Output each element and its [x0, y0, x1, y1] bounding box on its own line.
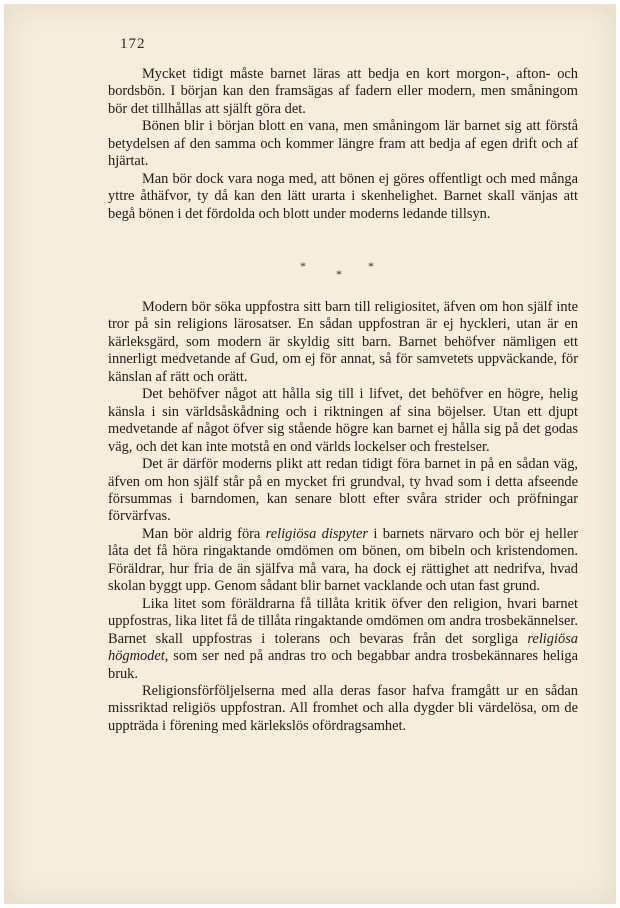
paragraph	[108, 386, 578, 456]
paragraph	[108, 683, 578, 735]
asterisk: *	[336, 267, 342, 281]
text-run: Modern bör söka uppfostra sitt barn till religiositet, äfven om hon själf inte tror på sin religions lärosatser. En sådan uppfostran är ej hyckleri, utan är en kärleksgärd, som modern är skyldig sitt barn. Barnet behöfver nämligen ett innerligt medvetande af Gud, om ej för annat, så för samvetets uppväckande, för känslan af rätt och orätt.	[108, 299, 578, 385]
text-run: Mycket tidigt måste barnet läras att bedja en kort morgon-, afton- och bordsbön. I början kan den framsägas af fadern eller modern, men småningom bör det tillhållas att själft göra det.	[108, 66, 578, 117]
paragraph	[108, 171, 578, 223]
book-page	[4, 4, 616, 904]
text-section-prayer	[108, 66, 578, 223]
text-run: Det behöfver något att hålla sig till i lifvet, det behöfver en högre, helig känsla i sin världsåskådning och i riktningen af sina böjelser. Utan ett djupt medvetande af något öfver sig stående högre kan barnet ej hålla sig på det godas väg, och det kan inte motstå en ond världs lockelser och frestelser.	[108, 386, 578, 455]
asterisk: *	[300, 259, 306, 273]
section-separator	[4, 257, 616, 287]
text-section-religion	[108, 299, 578, 735]
asterisk: *	[368, 259, 374, 273]
page-number: 172	[120, 36, 146, 52]
text-run: Man bör aldrig föra	[142, 525, 266, 542]
text-run: i barnets närvaro och bör ej heller låta det få höra ringaktande omdömen om bönen, om bibeln och kristendomen. Föräldrar, hur fria de än själfva må vara, ha dock ej rättighet att nedrifva, hvad skolan byggt upp. Genom sådant blir barnet vacklande och utan fast grund.	[108, 525, 579, 595]
italic-text-run: religiösa dispyter	[265, 525, 369, 542]
text-run: som ser ned på andras tro och begabbar andra trosbekännares heliga bruk.	[108, 648, 578, 682]
paragraph	[108, 66, 578, 118]
text-run: Lika litet som föräldrarna få tillåta kritik öfver den religion, hvari barnet uppfostras, lika litet få de tillåta ringaktande omdömen om andra trosbekännelser. Barnet skall uppfostras i tolerans och bevaras från det sorgliga	[108, 595, 578, 647]
text-run: Religionsförföljelserna med alla deras fasor hafva framgått ur en sådan missriktad religiös uppfostran. All fromhet och alla dygder bli värdelösa, om de uppträda i förening med kärlekslös ofördragsamhet.	[108, 682, 578, 734]
paragraph	[108, 596, 578, 683]
paragraph	[108, 299, 578, 386]
italic-text-run: religiösa högmodet,	[108, 630, 578, 665]
paragraph	[108, 456, 578, 526]
text-run: Bönen blir i början blott en vana, men småningom lär barnet sig att förstå betydelsen af den samma och kommer längre fram att bedja af egen drift och af hjärtat.	[108, 118, 578, 170]
paragraph	[108, 118, 578, 170]
paragraph	[108, 526, 578, 596]
text-run: Man bör dock vara noga med, att bönen ej göres offentligt och med många yttre åthäfvor, ty då kan den lätt urarta i skenhelighet. Barnet skall vänjas att begå bönen i det fördolda och blott under moderns ledande tillsyn.	[108, 170, 578, 222]
text-run: Det är därför moderns plikt att redan tidigt föra barnet in på en sådan väg, äfven om hon själf står på en mycket fri grundval, ty hvad som i detta afseende försummas i barndomen, kan senare blott efter svåra strider och pröfningar förvärfvas.	[108, 456, 578, 525]
